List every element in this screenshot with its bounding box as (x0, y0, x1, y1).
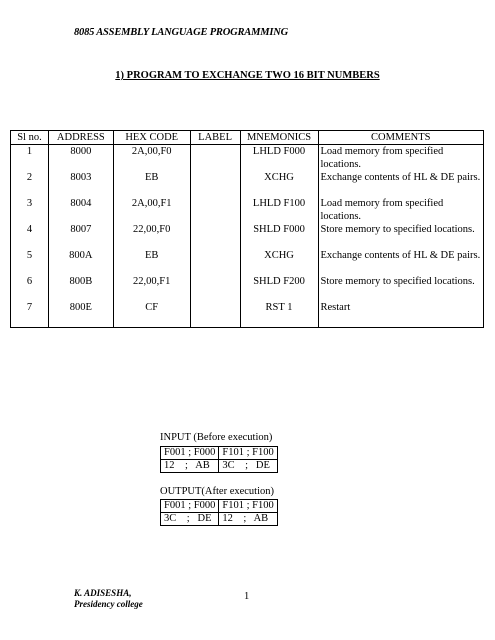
cell-mnemonic: LHLD F100 (240, 197, 318, 223)
cell-label (190, 171, 240, 197)
input-header-row (161, 447, 278, 460)
cell-hex-code: CF (113, 301, 190, 327)
cell-comment: Store memory to specified locations. (318, 275, 484, 301)
output-value-cell: 3C ; DE (161, 513, 219, 526)
program-table (10, 130, 484, 328)
table-row (11, 301, 484, 327)
cell-mnemonic: RST 1 (240, 301, 318, 327)
cell-sl-no: 6 (11, 275, 49, 301)
table-row (11, 223, 484, 249)
cell-sl-no: 1 (11, 145, 49, 172)
cell-hex-code: 22,00,F0 (113, 223, 190, 249)
page-number: 1 (244, 591, 250, 602)
cell-mnemonic: SHLD F200 (240, 275, 318, 301)
table-row (11, 275, 484, 301)
input-header-cell: F101 ; F100 (219, 447, 277, 460)
table-row (11, 171, 484, 197)
cell-sl-no: 7 (11, 301, 49, 327)
cell-mnemonic: XCHG (240, 171, 318, 197)
cell-label (190, 197, 240, 223)
cell-sl-no: 3 (11, 197, 49, 223)
document-header-title: 8085 ASSEMBLY LANGUAGE PROGRAMMING (74, 27, 289, 38)
cell-sl-no: 2 (11, 171, 49, 197)
program-title: 1) PROGRAM TO EXCHANGE TWO 16 BIT NUMBERS (115, 70, 380, 81)
cell-mnemonic: SHLD F000 (240, 223, 318, 249)
output-table (160, 499, 278, 526)
cell-comment: Store memory to specified locations. (318, 223, 484, 249)
cell-mnemonic: XCHG (240, 249, 318, 275)
column-header-sl-no: Sl no. (11, 131, 49, 145)
input-value-cell: 12 ; AB (161, 460, 219, 473)
table-row (11, 145, 484, 172)
cell-comment: Restart (318, 301, 484, 327)
cell-hex-code: 2A,00,F1 (113, 197, 190, 223)
input-label: INPUT (Before execution) (160, 432, 273, 443)
table-row (11, 197, 484, 223)
output-header-cell: F001 ; F000 (161, 500, 219, 513)
cell-mnemonic: LHLD F000 (240, 145, 318, 172)
cell-label (190, 249, 240, 275)
cell-comment: Load memory from specified locations. (318, 145, 484, 172)
cell-label (190, 301, 240, 327)
input-table (160, 446, 278, 473)
input-header-cell: F001 ; F000 (161, 447, 219, 460)
footer-author-block (74, 588, 143, 610)
cell-hex-code: 2A,00,F0 (113, 145, 190, 172)
output-value-cell: 12 ; AB (219, 513, 277, 526)
column-header-address: ADDRESS (48, 131, 113, 145)
cell-label (190, 223, 240, 249)
cell-address: 800E (48, 301, 113, 327)
cell-address: 800B (48, 275, 113, 301)
column-header-hex-code: HEX CODE (113, 131, 190, 145)
table-row (11, 249, 484, 275)
cell-label (190, 275, 240, 301)
author-name: K. ADISESHA, (74, 588, 132, 598)
cell-address: 800A (48, 249, 113, 275)
output-header-cell: F101 ; F100 (219, 500, 277, 513)
cell-address: 8007 (48, 223, 113, 249)
column-header-label: LABEL (190, 131, 240, 145)
cell-hex-code: 22,00,F1 (113, 275, 190, 301)
input-value-cell: 3C ; DE (219, 460, 277, 473)
cell-label (190, 145, 240, 172)
output-value-row (161, 513, 278, 526)
cell-sl-no: 5 (11, 249, 49, 275)
cell-address: 8003 (48, 171, 113, 197)
output-header-row (161, 500, 278, 513)
college-name: Presidency college (74, 599, 143, 609)
cell-hex-code: EB (113, 171, 190, 197)
input-value-row (161, 460, 278, 473)
cell-sl-no: 4 (11, 223, 49, 249)
cell-comment: Exchange contents of HL & DE pairs. (318, 249, 484, 275)
output-label: OUTPUT(After execution) (160, 486, 275, 497)
cell-comment: Load memory from specified locations. (318, 197, 484, 223)
table-header-row (11, 131, 484, 145)
cell-comment: Exchange contents of HL & DE pairs. (318, 171, 484, 197)
column-header-comments: COMMENTS (318, 131, 484, 145)
column-header-mnemonics: MNEMONICS (240, 131, 318, 145)
cell-address: 8000 (48, 145, 113, 172)
cell-hex-code: EB (113, 249, 190, 275)
cell-address: 8004 (48, 197, 113, 223)
